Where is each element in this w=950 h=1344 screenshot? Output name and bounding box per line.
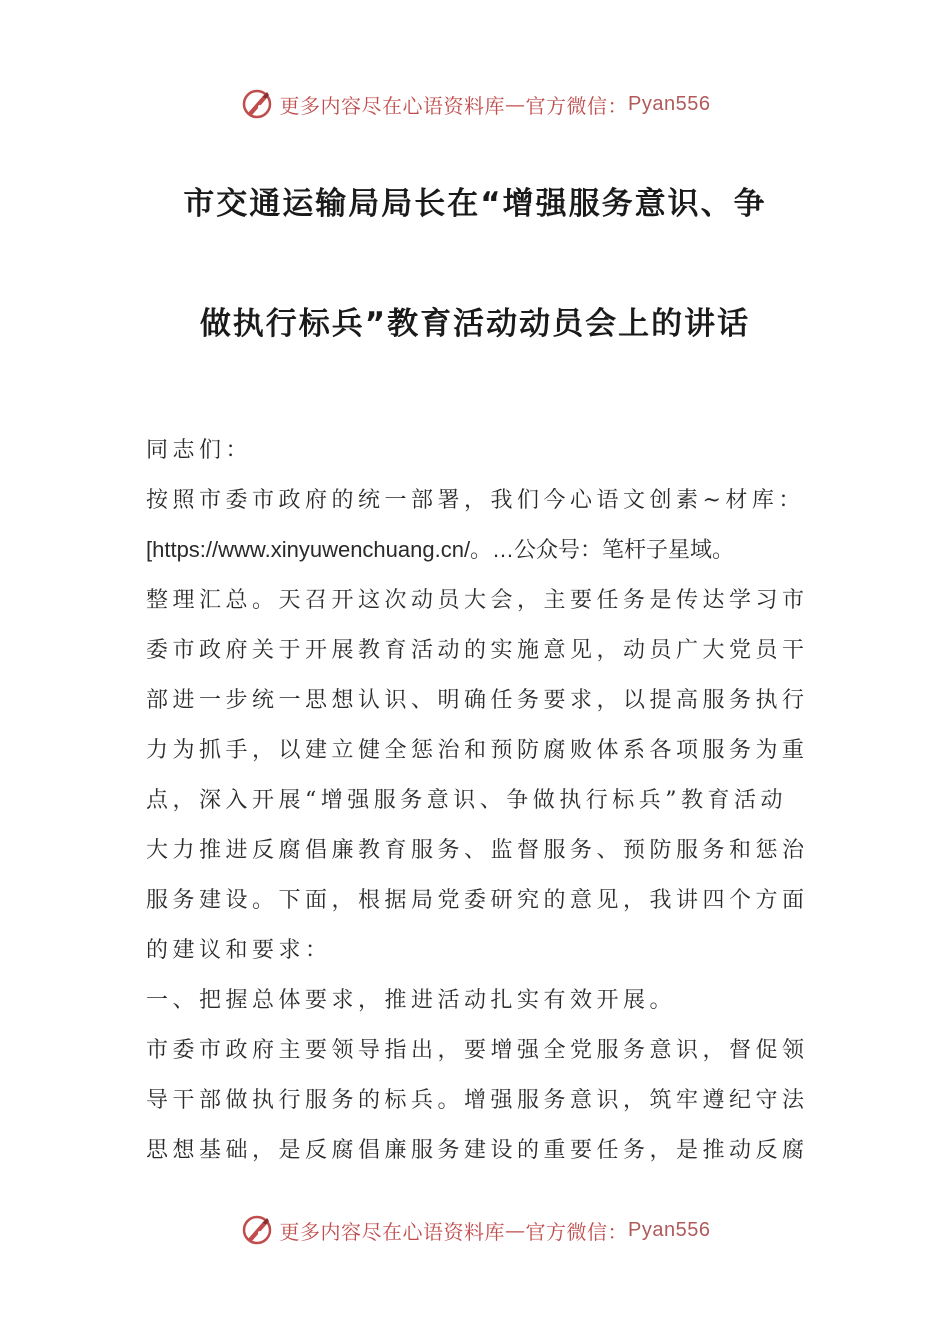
page-title-line-2: 做执行标兵”教育活动动员会上的讲话 (199, 306, 751, 342)
body-line: 整理汇总。天召开这次动员大会，主要任务是传达学习市 (146, 588, 809, 613)
body-line: 的建议和要求： (146, 938, 332, 963)
body-line: 市委市政府主要领导指出，要增强全党服务意识，督促领 (146, 1038, 809, 1063)
watermark-site-text: 更多内容尽在心语资料库 (279, 1219, 506, 1244)
page-title-line-1: 市交通运输局局长在“增强服务意识、争 (183, 186, 767, 222)
body-line: 按照市委市政府的统一部署，我们今心语文创素~材库： (146, 488, 805, 513)
body-line: 委市政府关于开展教育活动的实施意见，动员广大党员干 (146, 638, 809, 663)
section-heading: 一、把握总体要求，推进活动扎实有效开展。 (146, 988, 677, 1013)
watermark-wechat-label: 官方微信： (525, 93, 629, 118)
pen-nib-icon (240, 1213, 274, 1247)
greeting: 同志们： (146, 438, 253, 463)
body-line: 部进一步统一思想认识、明确任务要求，以提高服务执行 (146, 688, 809, 713)
body-line: 点，深入开展“增强服务意识、争做执行标兵”教育活动 (146, 788, 787, 813)
watermark-wechat-label: 官方微信： (525, 1219, 629, 1244)
footer-watermark (0, 1208, 950, 1252)
header-watermark (0, 82, 950, 126)
body-line: 导干部做执行服务的标兵。增强服务意识，筑牢遵纪守法 (146, 1088, 809, 1113)
watermark-wechat-id: Pyan556 (628, 92, 711, 115)
pen-nib-icon (240, 87, 274, 121)
body-line: 思想基础，是反腐倡廉服务建设的重要任务，是推动反腐 (146, 1138, 809, 1163)
url-text: [https://www.xinyuwenchuang.cn/。…公众号：笔杆子星域。 (146, 537, 735, 562)
watermark-site-text: 更多内容尽在心语资料库 (279, 93, 506, 118)
body-line: 大力推进反腐倡廉教育服务、监督服务、预防服务和惩治 (146, 838, 809, 863)
watermark-separator: — (505, 1218, 526, 1242)
body-line: 服务建设。下面，根据局党委研究的意见，我讲四个方面 (146, 888, 809, 913)
body-line-url (146, 533, 810, 564)
watermark-separator: — (505, 92, 526, 116)
body-line: 力为抓手，以建立健全惩治和预防腐败体系各项服务为重 (146, 738, 809, 763)
watermark-wechat-id: Pyan556 (628, 1218, 711, 1241)
